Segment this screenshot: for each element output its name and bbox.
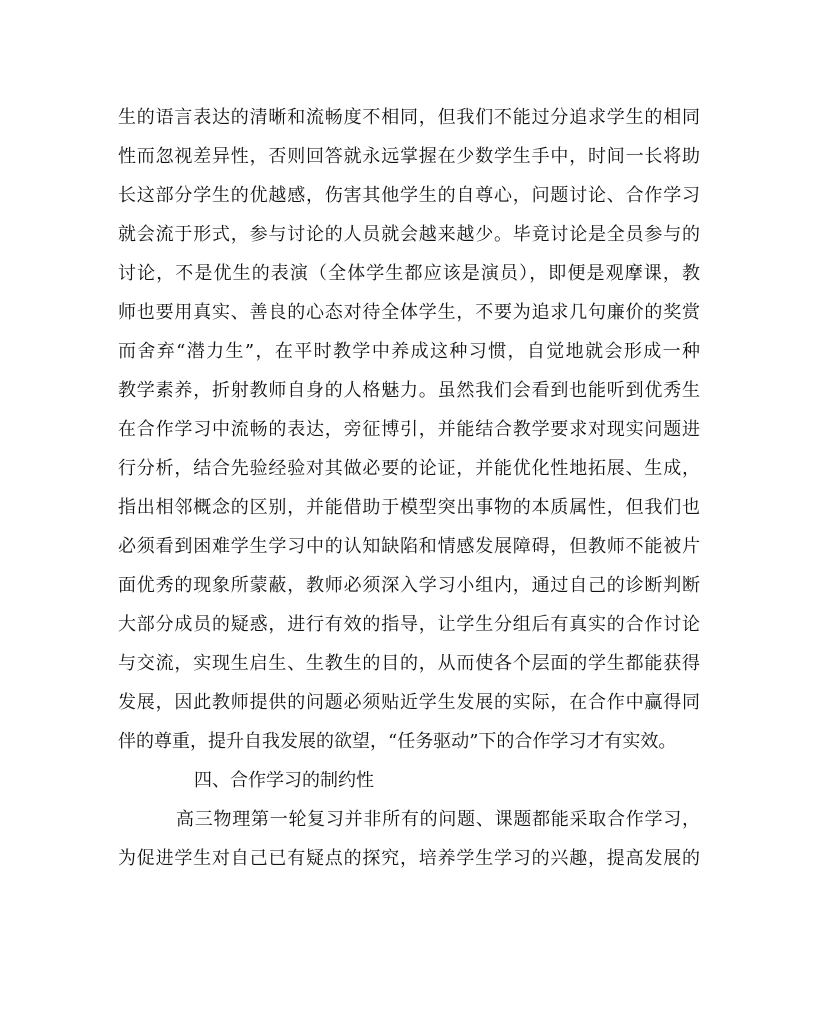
text-line: 教学素养，折射教师自身的人格魅力。虽然我们会看到也能听到优秀生 xyxy=(118,380,700,401)
text-line: 师也要用真实、善良的心态对待全体学生，不要为追求几句廉价的奖赏 xyxy=(118,302,700,323)
text-line: 长这部分学生的优越感，伤害其他学生的自尊心，问题讨论、合作学习 xyxy=(118,185,700,206)
text-line: 大部分成员的疑惑，进行有效的指导，让学生分组后有真实的合作讨论 xyxy=(118,614,700,635)
text-line: 生的语言表达的清晰和流畅度不相同，但我们不能过分追求学生的相同 xyxy=(118,107,700,128)
text-line: 必须看到困难学生学习中的认知缺陷和情感发展障碍，但教师不能被片 xyxy=(118,536,700,557)
text-line: 发展，因此教师提供的问题必须贴近学生发展的实际，在合作中赢得同 xyxy=(118,692,700,713)
text-line: 性而忽视差异性，否则回答就永远掌握在少数学生手中，时间一长将助 xyxy=(118,146,700,167)
text-line: 讨论，不是优生的表演（全体学生都应该是演员），即便是观摩课，教 xyxy=(118,263,700,284)
text-line: 而舍弃“潜力生”，在平时教学中养成这种习惯，自觉地就会形成一种 xyxy=(118,341,700,362)
text-line: 指出相邻概念的区别，并能借助于模型突出事物的本质属性，但我们也 xyxy=(118,497,700,518)
text-line: 在合作学习中流畅的表达，旁征博引，并能结合教学要求对现实问题进 xyxy=(118,419,700,440)
text-line: 面优秀的现象所蒙蔽，教师必须深入学习小组内，通过自己的诊断判断 xyxy=(118,575,700,596)
section-heading: 四、合作学习的制约性 xyxy=(194,770,374,791)
text-line: 与交流，实现生启生、生教生的目的，从而使各个层面的学生都能获得 xyxy=(118,653,700,674)
body-text xyxy=(118,98,700,878)
text-line: 行分析，结合先验经验对其做必要的论证，并能优化性地拓展、生成， xyxy=(118,458,700,479)
text-line: 高三物理第一轮复习并非所有的问题、课题都能采取合作学习， xyxy=(176,809,700,830)
text-line: 就会流于形式，参与讨论的人员就会越来越少。毕竟讨论是全员参与的 xyxy=(118,224,700,245)
text-line: 为促进学生对自己已有疑点的探究，培养学生学习的兴趣，提高发展的 xyxy=(118,848,700,869)
text-line: 伴的尊重，提升自我发展的欲望，“任务驱动”下的合作学习才有实效。 xyxy=(118,731,677,752)
